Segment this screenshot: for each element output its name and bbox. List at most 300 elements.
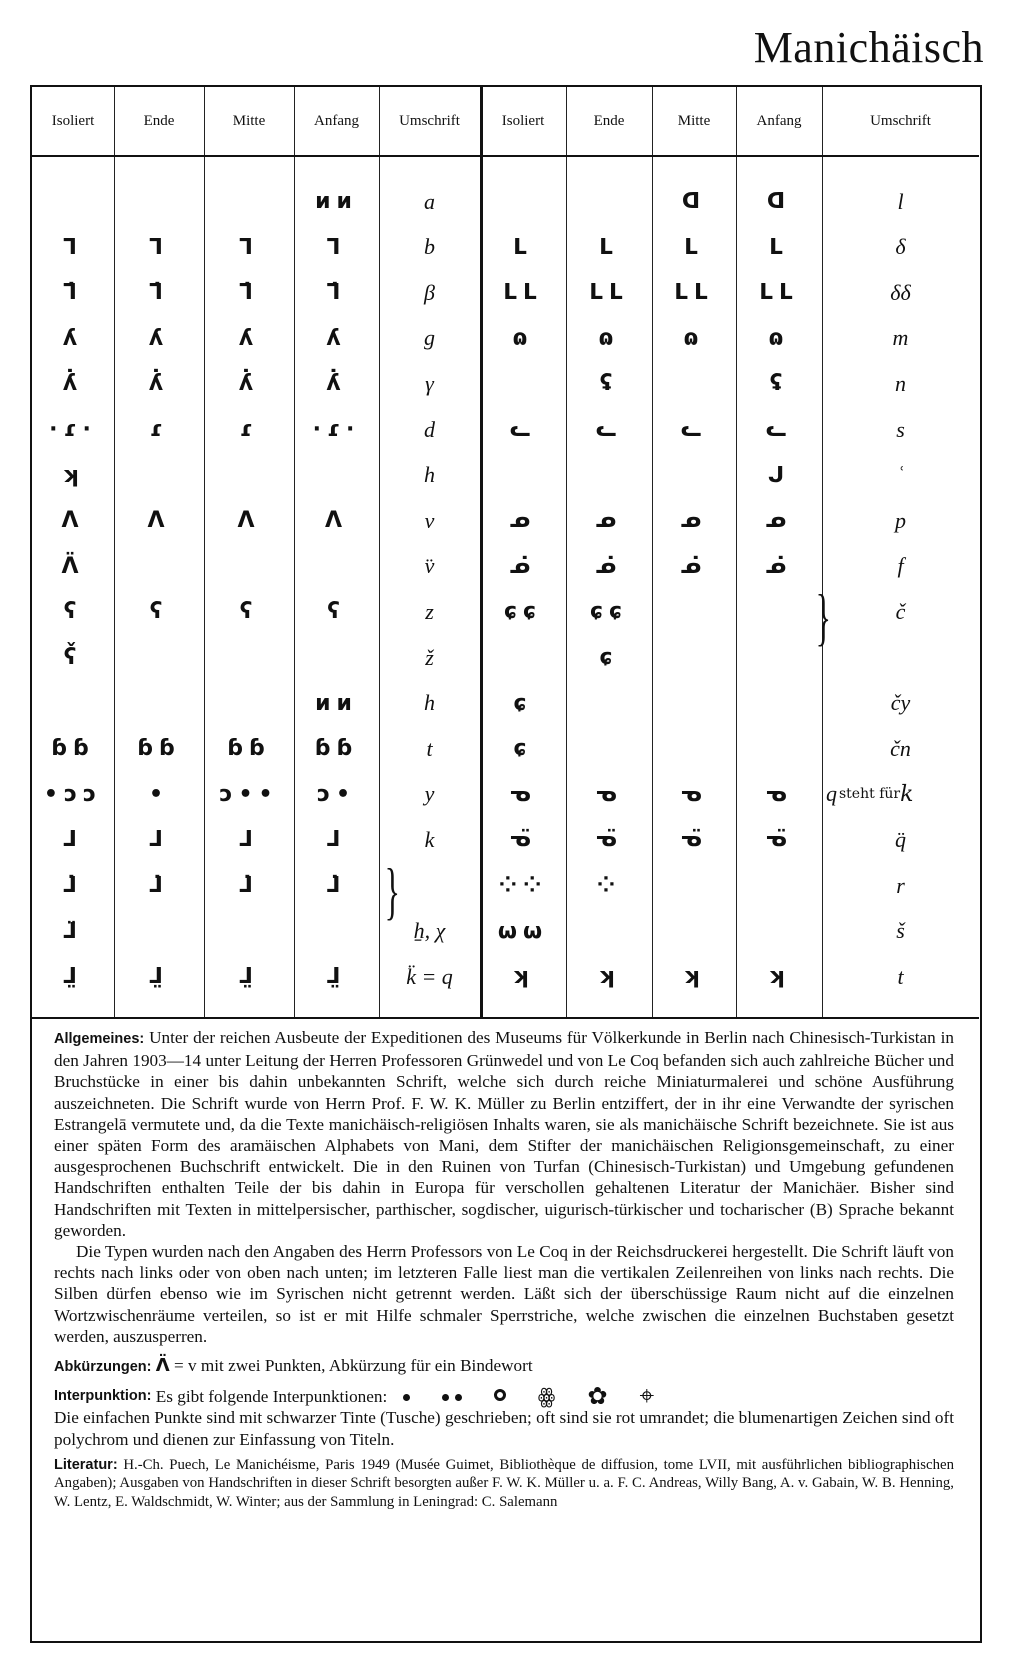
letter-glyph: ʞ (767, 964, 791, 990)
glyph-cell (294, 681, 379, 726)
glyph-cell (566, 453, 652, 498)
letter-glyph: ʎ̇ (148, 371, 170, 397)
table-row (32, 817, 979, 862)
glyph-cell (294, 179, 379, 224)
translit-cell (822, 361, 979, 406)
translit-cell (822, 909, 979, 954)
letter-glyph: ᒪ (684, 234, 704, 260)
single-dot-icon (403, 1386, 410, 1407)
ring-dot-icon (494, 1386, 506, 1407)
page-title: Manichäisch (753, 23, 984, 72)
glyph-cell (736, 498, 822, 543)
glyph-cell (566, 863, 652, 908)
glyph-cell (204, 316, 294, 361)
letter-glyph: ᒧ (326, 827, 347, 853)
transliteration: čn (890, 735, 911, 761)
letter-glyph: ɓɓ (227, 736, 271, 762)
letter-glyph: ᒪ (599, 234, 619, 260)
column-header: Ende (143, 112, 175, 129)
column-header: Ende (593, 112, 625, 129)
translit-cell (379, 498, 480, 543)
table-row (32, 954, 979, 999)
glyph-cell (114, 681, 204, 726)
glyph-cell (114, 589, 204, 634)
glyph-cell (652, 635, 736, 680)
translit-cell (822, 453, 979, 498)
glyph-cell (566, 589, 652, 634)
letter-glyph: ɓɓ (51, 736, 95, 762)
translit-cell (822, 544, 979, 589)
glyph-cell (204, 270, 294, 315)
glyph-cell (736, 681, 822, 726)
glyph-cell (736, 909, 822, 954)
glyph-cell (204, 498, 294, 543)
glyph-cell (32, 407, 114, 452)
translit-cell (379, 361, 480, 406)
transliteration-note-letter: k (900, 781, 914, 807)
letter-glyph: Ʌ (324, 508, 349, 534)
translit-cell (822, 589, 979, 634)
transliteration: δδ (890, 279, 911, 305)
translit-cell (379, 589, 480, 634)
glyph-cell (652, 179, 736, 224)
cross-ornament-icon: ⌖ (639, 1381, 655, 1412)
glyph-cell (566, 270, 652, 315)
glyph-cell (32, 179, 114, 224)
translit-cell (379, 270, 480, 315)
glyph-cell (32, 270, 114, 315)
glyph-cell (566, 726, 652, 771)
glyph-cell (114, 726, 204, 771)
glyph-cell (480, 909, 566, 954)
translit-cell (822, 863, 979, 908)
letter-glyph: ɔ•• (219, 781, 279, 807)
glyph-cell (204, 361, 294, 406)
letter-glyph: ɾ (239, 417, 259, 442)
header-divider (32, 155, 979, 157)
glyph-cell (480, 544, 566, 589)
glyph-cell (652, 407, 736, 452)
glyph-cell (114, 316, 204, 361)
glyph-cell (294, 589, 379, 634)
letter-glyph: ᓄ (509, 508, 537, 534)
letter-glyph: ʎ̇ (326, 371, 347, 397)
letter-glyph: ʎ (238, 325, 260, 351)
transliteration: m (892, 325, 909, 351)
translit-cell (379, 407, 480, 452)
translit-cell (379, 726, 480, 771)
letter-glyph: ʎ (326, 325, 347, 351)
translit-cell (379, 681, 480, 726)
letter-glyph: ᒪᒪ (674, 280, 714, 306)
glyph-cell (114, 954, 204, 999)
letter-glyph: ʎ̇ (238, 371, 260, 397)
letter-glyph: ᒣ (149, 234, 169, 260)
letter-glyph: ᓀ (509, 781, 537, 807)
translit-cell (379, 772, 480, 817)
letter-glyph: ʕ (63, 599, 83, 625)
letter-glyph: ᒪᒪ (503, 280, 543, 306)
letter-glyph: ᓄ̇ (595, 553, 623, 579)
glyph-cell (736, 954, 822, 999)
glyph-cell (114, 361, 204, 406)
glyph-cell (32, 544, 114, 589)
translit-cell (379, 544, 480, 589)
glyph-cell (652, 817, 736, 862)
glyph-cell (204, 772, 294, 817)
glyph-cell (566, 316, 652, 361)
glyph-cell (114, 179, 204, 224)
transliteration: h (424, 690, 435, 716)
letter-glyph: ωω (497, 918, 549, 944)
table-row (32, 225, 979, 270)
column-header: Anfang (314, 112, 359, 129)
glyph-cell (736, 544, 822, 589)
letter-glyph: • (148, 781, 170, 807)
glyph-cell (566, 179, 652, 224)
glyph-cell (204, 726, 294, 771)
translit-cell (822, 635, 979, 680)
glyph-cell (294, 726, 379, 771)
translit-cell (379, 316, 480, 361)
translit-cell (822, 179, 979, 224)
letter-glyph: ᒧ̤ (239, 964, 259, 990)
letter-glyph: ɕ (513, 690, 533, 716)
table-row (32, 498, 979, 543)
transliteration: t (426, 735, 433, 761)
letter-glyph: ⁘ (596, 873, 622, 898)
letter-glyph: ᗡ (681, 189, 707, 214)
transliteration: p (895, 507, 906, 533)
glyph-cell (114, 453, 204, 498)
interpunktion-intro: Es gibt folgende Interpunktionen: (155, 1387, 388, 1407)
glyph-cell (294, 954, 379, 999)
glyph-cell (114, 863, 204, 908)
translit-cell (822, 726, 979, 771)
translit-cell (379, 225, 480, 270)
glyph-cell (294, 225, 379, 270)
letter-glyph: Ʌ̈ (61, 553, 85, 579)
transliteration: s (896, 416, 905, 442)
table-row (32, 772, 979, 817)
letter-glyph: ᓄ̇ (680, 553, 708, 579)
glyph-cell (652, 270, 736, 315)
letter-glyph: ᒣ̇ (63, 280, 83, 306)
glyph-cell (480, 453, 566, 498)
glyph-cell (480, 954, 566, 999)
glyph-cell (32, 909, 114, 954)
table-row (32, 544, 979, 589)
transliteration: č (895, 598, 906, 624)
translit-cell (822, 270, 979, 315)
transliteration: g (424, 325, 435, 351)
translit-cell (822, 681, 979, 726)
transliteration: t (897, 963, 904, 989)
transliteration: ʿ (896, 462, 905, 488)
glyph-cell (114, 909, 204, 954)
glyph-cell (114, 544, 204, 589)
letter-glyph: ᒧ̤ (63, 964, 83, 990)
glyph-cell (736, 863, 822, 908)
glyph-cell (566, 635, 652, 680)
glyph-cell (652, 453, 736, 498)
glyph-cell (32, 453, 114, 498)
table-frame (30, 85, 982, 1643)
glyph-cell (480, 225, 566, 270)
glyph-cell (736, 635, 822, 680)
glyph-cell (204, 407, 294, 452)
letter-glyph: ᒧ̤ (326, 964, 347, 990)
letter-glyph: ᒧ (63, 827, 83, 853)
letter-glyph: ᓀ̈ (765, 827, 793, 853)
glyph-cell (652, 316, 736, 361)
transliteration: v (424, 507, 435, 533)
glyph-cell (652, 726, 736, 771)
letter-glyph: ᓄ̇ (765, 553, 793, 579)
letter-glyph: ᴎᴎ (315, 189, 358, 214)
translit-cell (379, 954, 480, 999)
transliteration: k (424, 826, 435, 852)
glyph-cell (652, 361, 736, 406)
letter-glyph: ᓀ̈ (509, 827, 537, 853)
glyph-cell (32, 635, 114, 680)
transliteration: b (424, 234, 435, 260)
glyph-cell (32, 863, 114, 908)
glyph-cell (736, 225, 822, 270)
double-ring-icon: ꙮ (537, 1384, 556, 1409)
flower-ornament-icon: ✿ (587, 1382, 608, 1411)
table-row (32, 589, 979, 634)
letter-glyph: ʎ (62, 325, 84, 351)
glyph-cell (32, 817, 114, 862)
table-row (32, 863, 979, 908)
letter-glyph: ᒧ (239, 827, 259, 853)
transliteration: y (424, 781, 435, 807)
transliteration-note: steht für (839, 786, 901, 803)
glyph-cell (294, 453, 379, 498)
glyph-cell (736, 270, 822, 315)
letter-glyph: ᒪᒪ (759, 280, 799, 306)
literatur-label: Literatur: (54, 1456, 118, 1473)
glyph-cell (32, 316, 114, 361)
glyph-cell (652, 772, 736, 817)
letter-glyph: ɾ (149, 417, 169, 442)
glyph-cell (114, 772, 204, 817)
letter-glyph: ᒪ (513, 234, 533, 260)
letter-glyph: ᓀ (595, 781, 623, 807)
glyph-cell (736, 453, 822, 498)
glyph-cell (114, 407, 204, 452)
column-header: Isoliert (51, 112, 95, 129)
glyph-cell (480, 270, 566, 315)
table-row (32, 681, 979, 726)
glyph-cell (736, 817, 822, 862)
transliteration: r (896, 872, 905, 898)
glyph-cell (204, 954, 294, 999)
transliteration: q (826, 781, 837, 807)
letter-glyph: Ʌ (147, 508, 171, 534)
transliteration: ž (425, 644, 434, 670)
letter-glyph: ᒣ (239, 234, 259, 260)
letter-glyph: ɕ (599, 645, 619, 670)
letter-glyph: Ʌ (237, 508, 261, 534)
letter-glyph: ᒧ̤ (149, 964, 169, 990)
glyph-cell (294, 498, 379, 543)
letter-glyph: ʕ (149, 599, 169, 625)
letter-glyph: ᓄ (595, 508, 623, 534)
glyph-cell (736, 179, 822, 224)
transliteration: δ (895, 234, 906, 260)
glyph-cell (32, 361, 114, 406)
abbreviation-glyph: Ʌ̈ (155, 1355, 170, 1377)
letter-glyph: ᒧ̇ (149, 873, 169, 898)
abkuerzungen-label: Abkürzungen: (54, 1359, 152, 1376)
glyph-cell (204, 225, 294, 270)
letter-glyph: ɷ (768, 325, 790, 351)
transliteration: z (425, 598, 434, 624)
letter-glyph: ɔ• (316, 781, 357, 807)
literatur-text: H.-Ch. Puech, Le Manichéisme, Paris 1949 (Musée Guimet, Bibliothèque de diffusion, tome LVII, mit ausführlichen bibliographischen Angaben); Ausgaben von Handschriften in dieser Schrift besorgten außer F. W. K. Müller u. a. F. C. Andreas, Willy Bang, A. v. Gabain, W. B. Henning, W. Lentz, E. Waldschmidt, W. Winter; aus der Sammlung in Leningrad: C. Salemann (54, 1456, 954, 1510)
table-row (32, 909, 979, 954)
glyph-cell (652, 681, 736, 726)
letter-glyph: ᒣ (326, 234, 347, 260)
glyph-cell (204, 863, 294, 908)
column-header: Umschrift (399, 112, 460, 129)
letter-glyph: ᒧ̇ (239, 873, 259, 898)
glyph-cell (204, 909, 294, 954)
transliteration: d (424, 416, 435, 442)
glyph-cell (736, 772, 822, 817)
column-header: Mitte (677, 112, 711, 129)
glyph-cell (736, 316, 822, 361)
table-row (32, 726, 979, 771)
translit-cell (379, 635, 480, 680)
glyph-cell (114, 817, 204, 862)
glyph-cell (736, 407, 822, 452)
letter-glyph: ᗡ (766, 189, 792, 214)
glyph-cell (480, 817, 566, 862)
letter-glyph: ᓀ̈ (595, 827, 623, 853)
table-row (32, 635, 979, 680)
letter-glyph: ⁘⁘ (498, 873, 548, 898)
glyph-cell (480, 681, 566, 726)
glyph-cell (566, 954, 652, 999)
translit-cell (822, 407, 979, 452)
translit-cell (822, 316, 979, 361)
letter-glyph: ᓄ (765, 508, 793, 534)
brace-c-group: } (815, 581, 832, 653)
glyph-cell (566, 225, 652, 270)
transliteration: f (897, 553, 904, 579)
transliteration: q̈ (895, 826, 906, 852)
letter-glyph: ᓚ (680, 417, 708, 442)
glyph-cell (480, 635, 566, 680)
letter-glyph: ᒧ (149, 827, 169, 853)
translit-cell (822, 954, 979, 999)
letter-glyph: ᓄ (680, 508, 708, 534)
letter-glyph: ʞ (511, 964, 535, 990)
glyph-cell (114, 635, 204, 680)
letter-glyph: ᴎᴎ (315, 690, 358, 716)
glyph-cell (114, 270, 204, 315)
glyph-cell (32, 225, 114, 270)
glyph-cell (204, 817, 294, 862)
description-text (54, 1027, 954, 1511)
glyph-cell (652, 863, 736, 908)
transliteration: k̈ = q (406, 963, 453, 989)
brace-h-group: } (384, 855, 401, 926)
glyph-cell (480, 863, 566, 908)
glyph-cell (294, 361, 379, 406)
glyph-cell (294, 270, 379, 315)
letter-glyph: ᒪᒪ (589, 280, 629, 306)
transliteration: γ (425, 370, 434, 396)
letter-glyph: ɷ (683, 325, 705, 351)
letter-glyph: ᒣ̇ (239, 280, 259, 306)
letter-glyph: ɷ (598, 325, 620, 351)
glyph-cell (652, 544, 736, 589)
glyph-cell (480, 179, 566, 224)
translit-cell (822, 772, 979, 817)
letter-glyph: ᓚ (765, 417, 793, 442)
allgemeines-paragraph-2: Die Typen wurden nach den Angaben des Herrn Professors von Le Coq in der Reichsdruckerei hergestellt. Die Schrift läuft von rechts nach links oder von oben nach unten; im letzteren Falle liest man die vertikalen Zeilenreihen von links nach rechts. Die Silben dürfen ebenso wie im Syrischen nicht getrennt werden. Läßt sich der überschüssige Raum nicht auf die einzelnen Wortzwischenräume verteilen, so ist er mit Hilfe schmaler Sperrstriche, welche zwischen die einzelnen Buchstaben gesetzt werden, auszusperren. (54, 1242, 954, 1346)
letter-glyph: ʎ (148, 325, 170, 351)
letter-glyph: ʞ (682, 964, 706, 990)
glyph-cell (566, 361, 652, 406)
letter-glyph: ᒍ (767, 462, 791, 488)
transliteration: a (424, 188, 435, 214)
letter-glyph: ᒧ̈ (63, 918, 83, 944)
glyph-cell (294, 909, 379, 954)
double-dot-icon (442, 1386, 461, 1407)
transliteration: ẖ, χ (413, 918, 446, 944)
transliteration: š (896, 918, 905, 944)
glyph-cell (204, 635, 294, 680)
glyph-cell (480, 407, 566, 452)
table-row (32, 316, 979, 361)
translit-cell (379, 453, 480, 498)
abkuerzungen-text: = v mit zwei Punkten, Abkürzung für ein Bindewort (174, 1356, 533, 1376)
transliteration: čy (890, 690, 911, 716)
glyph-cell (736, 361, 822, 406)
letter-glyph: ɓɓ (137, 736, 181, 762)
glyph-cell (204, 453, 294, 498)
letter-glyph: ʢ (599, 371, 619, 397)
letter-glyph: Ʌ (61, 508, 85, 534)
letter-glyph: ᒧ̇ (63, 873, 83, 898)
letter-glyph: ᒣ̇ (326, 280, 347, 306)
glyph-cell (294, 772, 379, 817)
table-row (32, 361, 979, 406)
letter-glyph: ɕ (513, 736, 533, 762)
transliteration: l (897, 188, 904, 214)
glyph-cell (32, 954, 114, 999)
interpunktion-label: Interpunktion: (54, 1388, 152, 1405)
glyph-cell (566, 772, 652, 817)
table-row (32, 407, 979, 452)
table-row (32, 270, 979, 315)
letter-glyph: ·ɾ· (312, 417, 361, 442)
interpunktion-text: Die einfachen Punkte sind mit schwarzer Tinte (Tusche) geschrieben; oft sind sie rot umrandet; die blumenartigen Zeichen sind oft polychrom und dienen zur Einfassung von Titeln. (54, 1408, 954, 1449)
glyph-cell (480, 726, 566, 771)
translit-cell (379, 179, 480, 224)
translit-cell (822, 498, 979, 543)
letter-glyph: ᓚ (509, 417, 537, 442)
column-header: Isoliert (501, 112, 545, 129)
glyph-cell (652, 589, 736, 634)
letter-glyph: ʕ (327, 599, 346, 625)
letter-glyph: ᓀ̈ (680, 827, 708, 853)
